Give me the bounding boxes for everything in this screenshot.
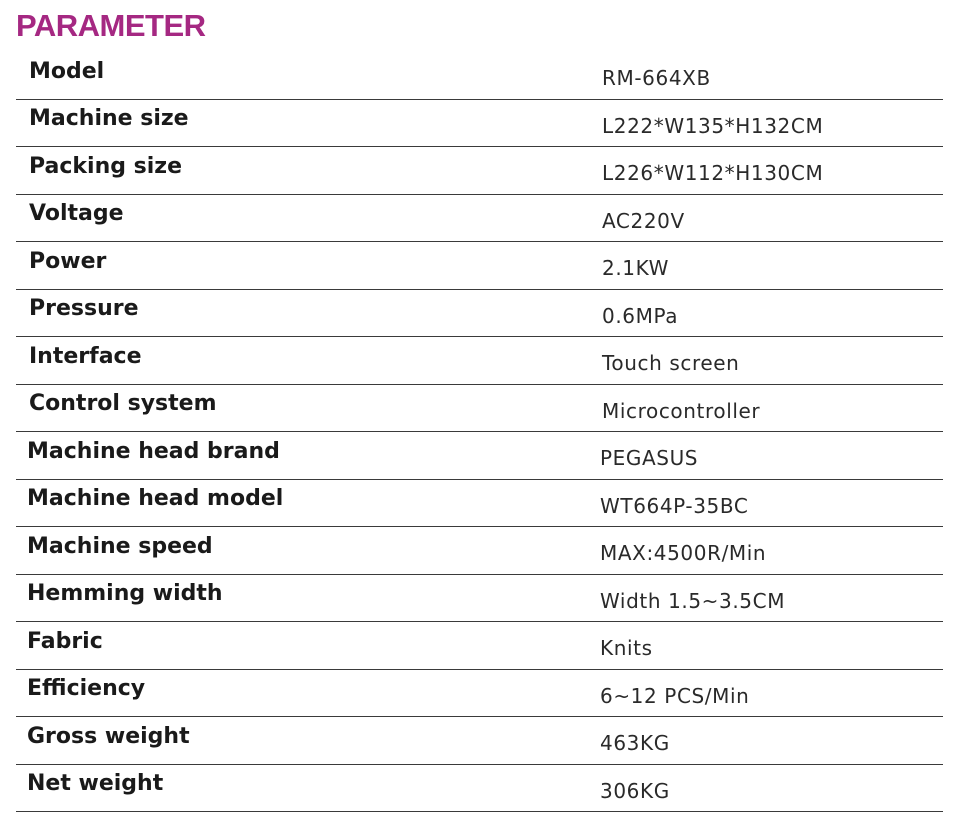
parameter-value: L222*W135*H132CM <box>596 102 943 150</box>
parameter-value: WT664P-35BC <box>596 482 943 530</box>
table-row <box>16 194 943 242</box>
table-row <box>16 242 943 290</box>
table-row <box>16 147 943 195</box>
parameter-value: 2.1KW <box>596 245 943 293</box>
table-row <box>16 479 943 527</box>
parameter-label: Hemming width <box>16 570 596 618</box>
parameter-label: Model <box>16 48 596 95</box>
parameter-value: L226*W112*H130CM <box>596 150 943 198</box>
parameter-label: Machine speed <box>16 523 596 571</box>
parameter-label: Fabric <box>16 618 596 666</box>
table-row <box>16 717 943 765</box>
parameter-value: PEGASUS <box>596 435 943 483</box>
table-row <box>16 764 943 812</box>
parameter-label: Machine size <box>16 95 596 143</box>
parameter-label: Pressure <box>16 285 596 333</box>
parameter-label: Net weight <box>16 760 596 808</box>
table-row <box>16 99 943 147</box>
parameter-label: Interface <box>16 333 596 381</box>
parameter-value: Touch screen <box>596 340 943 388</box>
parameter-label: Voltage <box>16 190 596 238</box>
table-row <box>16 432 943 480</box>
parameter-table-body <box>16 52 943 812</box>
parameter-value: Microcontroller <box>596 387 943 435</box>
parameter-label: Machine head brand <box>16 428 596 476</box>
parameter-value: RM-664XB <box>596 55 943 102</box>
parameter-label: Packing size <box>16 143 596 191</box>
table-row <box>16 337 943 385</box>
page-title: PARAMETER <box>16 8 206 43</box>
parameter-label: Efficiency <box>16 665 596 713</box>
parameter-value: Width 1.5~3.5CM <box>596 577 943 625</box>
table-row <box>16 527 943 575</box>
parameter-value: MAX:4500R/Min <box>596 530 943 578</box>
parameter-label: Control system <box>16 380 596 428</box>
table-row <box>16 669 943 717</box>
table-row <box>16 622 943 670</box>
table-row <box>16 574 943 622</box>
parameter-value: Knits <box>596 625 943 673</box>
parameter-value: AC220V <box>596 197 943 245</box>
parameter-value: 6~12 PCS/Min <box>596 672 943 720</box>
parameter-label: Machine head model <box>16 475 596 523</box>
parameter-value: 306KG <box>596 767 943 815</box>
parameter-value: 0.6MPa <box>596 292 943 340</box>
table-row <box>16 289 943 337</box>
parameter-label: Power <box>16 238 596 286</box>
table-row <box>16 384 943 432</box>
parameter-table <box>16 52 943 812</box>
table-row <box>16 52 943 99</box>
parameter-value: 463KG <box>596 720 943 768</box>
parameter-label: Gross weight <box>16 713 596 761</box>
